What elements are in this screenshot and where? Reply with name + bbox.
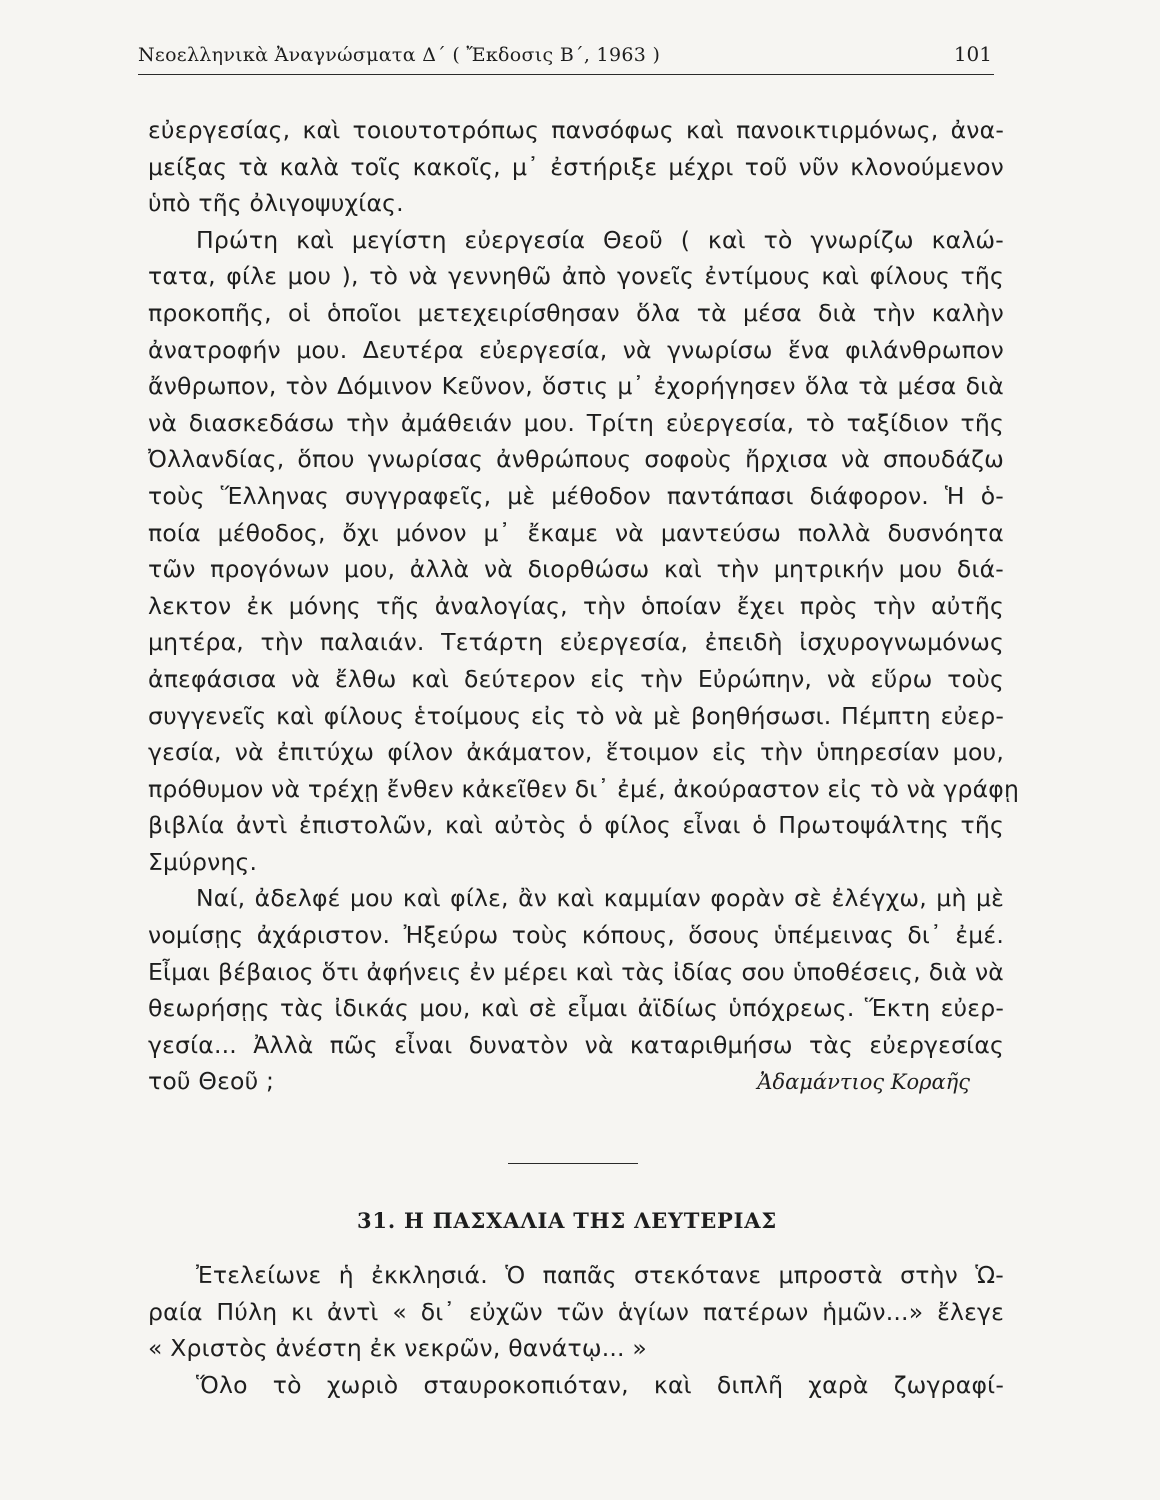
text-line: ποία μέθοδος, ὄχι μόνον μ᾽ ἔκαμε νὰ μαντεύσω πολλὰ δυσνόητα — [148, 518, 1004, 547]
text-line: βιβλία ἀντὶ ἐπιστολῶν, καὶ αὐτὸς ὁ φίλος εἶναι ὁ Πρωτοψάλτης τῆς — [148, 811, 1004, 840]
text-line: πρόθυμον νὰ τρέχῃ ἔνθεν κἀκεῖθεν δι᾽ ἐμέ, ἀκούραστον εἰς τὸ νὰ γράφῃ — [148, 774, 1020, 803]
section-divider — [508, 1163, 638, 1164]
text-line: Πρώτη καὶ μεγίστη εὐεργεσία Θεοῦ ( καὶ τὸ γνωρίζω καλώ- — [196, 225, 1004, 254]
text-line: ἀνατροφήν μου. Δευτέρα εὐεργεσία, νὰ γνωρίσω ἕνα φιλάνθρωπον — [148, 335, 1004, 364]
text-line: νὰ διασκεδάσω τὴν ἀμάθειάν μου. Τρίτη εὐεργεσία, τὸ ταξίδιον τῆς — [148, 408, 1004, 437]
text-line: ἄνθρωπον, τὸν Δόμινον Κεῦνον, ὅστις μ᾽ ἐχορήγησεν ὅλα τὰ μέσα διὰ — [148, 372, 1004, 401]
text-line: λεκτον ἐκ μόνης τῆς ἀναλογίας, τὴν ὁποίαν ἔχει πρὸς τὴν αὐτῆς — [148, 591, 1004, 620]
text-line: ραία Πύλη κι ἀντὶ « δι᾽ εὐχῶν τῶν ἁγίων πατέρων ἡμῶν...» ἔλεγε — [148, 1297, 1004, 1326]
running-head — [138, 40, 994, 75]
author-signature: Ἀδαμάντιος Κοραῆς — [757, 1070, 970, 1094]
text-line: τοὺς Ἕλληνας συγγραφεῖς, μὲ μέθοδον παντάπασι διάφορον. Ἡ ὁ- — [148, 481, 1004, 510]
text-line: Ναί, ἀδελφέ μου καὶ φίλε, ἂν καὶ καμμίαν φορὰν σὲ ἐλέγχω, μὴ μὲ — [196, 884, 1004, 913]
section-excerpt — [148, 1261, 1004, 1407]
text-line: προκοπῆς, οἱ ὁποῖοι μετεχειρίσθησαν ὅλα τὰ μέσα διὰ τὴν καλὴν — [148, 298, 1004, 327]
running-head-title: Νεοελληνικὰ Ἀναγνώσματα Δ΄ ( Ἔκδοσις Β΄, 1963 ) — [138, 44, 661, 66]
text-line: μείξας τὰ καλὰ τοῖς κακοῖς, μ᾽ ἐστήριξε μέχρι τοῦ νῦν κλονούμενον — [148, 152, 1004, 181]
text-line: τοῦ Θεοῦ ; — [148, 1067, 275, 1096]
text-line: μητέρα, τὴν παλαιάν. Τετάρτη εὐεργεσία, ἐπειδὴ ἰσχυρογνωμόνως — [148, 628, 1004, 657]
text-line: νομίσῃς ἀχάριστον. Ἠξεύρω τοὺς κόπους, ὅσους ὑπέμεινας δι᾽ ἐμέ. — [148, 921, 1004, 950]
text-line: θεωρήσῃς τὰς ἰδικάς μου, καὶ σὲ εἶμαι ἀϊδίως ὑπόχρεως. Ἕκτη εὐερ- — [148, 994, 1004, 1023]
text-line: τατα, φίλε μου ), τὸ νὰ γεννηθῶ ἀπὸ γονεῖς ἐντίμους καὶ φίλους τῆς — [148, 262, 1004, 291]
text-line: Ἐτελείωνε ἡ ἐκκλησιά. Ὁ παπᾶς στεκότανε μπροστὰ στὴν Ὡ- — [196, 1261, 1004, 1289]
text-line: ὑπὸ τῆς ὀλιγοψυχίας. — [148, 189, 404, 218]
text-line: Ὀλλανδίας, ὅπου γνωρίσας ἀνθρώπους σοφοὺς ἤρχισα νὰ σπουδάζω — [148, 445, 1004, 474]
text-line: γεσία... Ἀλλὰ πῶς εἶναι δυνατὸν νὰ καταριθμήσω τὰς εὐεργεσίας — [148, 1030, 1004, 1059]
text-line: συγγενεῖς καὶ φίλους ἑτοίμους εἰς τὸ νὰ μὲ βοηθήσωσι. Πέμπτη εὐερ- — [148, 701, 1004, 730]
text-line: γεσία, νὰ ἐπιτύχω φίλον ἀκάματον, ἕτοιμον εἰς τὴν ὑπηρεσίαν μου, — [148, 738, 1004, 767]
text-line: εὐεργεσίας, καὶ τοιουτοτρόπως πανσόφως καὶ πανοικτιρμόνως, ἀνα- — [148, 116, 1004, 144]
section-title: 31. Η ΠΑΣΧΑΛΙΑ ΤΗΣ ΛΕΥΤΕΡΙΑΣ — [357, 1208, 777, 1233]
text-line: « Χριστὸς ἀνέστη ἐκ νεκρῶν, θανάτῳ... » — [148, 1334, 647, 1363]
text-line: Εἶμαι βέβαιος ὅτι ἀφήνεις ἐν μέρει καὶ τὰς ἰδίας σου ὑποθέσεις, διὰ νὰ — [148, 957, 1004, 986]
text-line: τῶν προγόνων μου, ἀλλὰ νὰ διορθώσω καὶ τὴν μητρικήν μου διά- — [148, 555, 1004, 584]
letter-excerpt — [148, 116, 1020, 1104]
text-line: ἀπεφάσισα νὰ ἔλθω καὶ δεύτερον εἰς τὴν Εὐρώπην, νὰ εὕρω τοὺς — [148, 664, 1004, 693]
text-line: Ὅλο τὸ χωριὸ σταυροκοπιόταν, καὶ διπλῆ χαρὰ ζωγραφί- — [196, 1370, 1004, 1399]
page-number: 101 — [953, 42, 992, 66]
text-line: Σμύρνης. — [148, 847, 258, 876]
